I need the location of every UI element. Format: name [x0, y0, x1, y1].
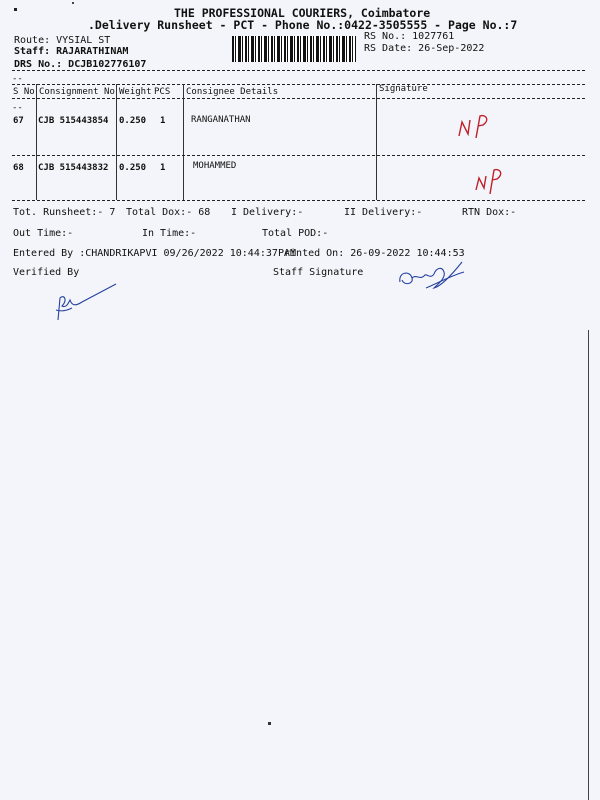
- column-line: [376, 84, 377, 200]
- staff-signature-label: Staff Signature: [273, 267, 364, 278]
- signature-np-icon: [474, 168, 506, 196]
- divider-mark: --: [12, 103, 23, 113]
- table-row-consignment: CJB 515443854: [38, 116, 109, 126]
- divider-mark: --: [12, 74, 23, 84]
- col-consignment: Consignment No: [39, 87, 115, 97]
- column-line: [183, 84, 184, 200]
- scan-dot: [14, 8, 17, 11]
- divider: [12, 200, 585, 201]
- col-signature: Signature: [379, 84, 428, 94]
- out-time: Out Time:-: [13, 228, 74, 239]
- verifier-signature-icon: [52, 280, 122, 325]
- ii-delivery: II Delivery:-: [344, 207, 423, 218]
- col-pcs: PCS: [154, 87, 171, 97]
- divider: [12, 98, 585, 99]
- divider: [12, 84, 585, 85]
- table-row-pcs: 1: [160, 163, 166, 173]
- col-weight: Weight: [119, 87, 152, 97]
- signature-np-icon: [456, 112, 496, 142]
- table-row-weight: 0.250: [119, 116, 147, 126]
- table-row-sno: 68: [13, 163, 24, 173]
- company-title: THE PROFESSIONAL COURIERS, Coimbatore: [174, 6, 431, 20]
- in-time: In Time:-: [142, 228, 197, 239]
- signature-text: NP: [458, 138, 460, 139]
- table-row-consignee: MOHAMMED: [193, 161, 237, 171]
- tot-runsheet: Tot. Runsheet:- 7: [13, 207, 116, 218]
- table-row-consignment: CJB 515443832: [38, 163, 109, 173]
- printed-on: Printed On: 26-09-2022 10:44:53: [278, 248, 465, 259]
- col-consignee: Consignee Details: [186, 87, 279, 97]
- divider: [12, 70, 585, 71]
- route-label: Route: VYSIAL ST: [14, 35, 111, 46]
- col-sno: S No: [13, 87, 35, 97]
- column-line: [116, 84, 117, 200]
- staff-signature-icon: [396, 252, 470, 294]
- i-delivery: I Delivery:-: [231, 207, 304, 218]
- total-dox: Total Dox:- 68: [126, 207, 211, 218]
- entered-by: Entered By :CHANDRIKAPVI 09/26/2022 10:44:37 AM: [13, 248, 296, 259]
- table-row-sno: 67: [13, 116, 24, 126]
- scan-dot: [72, 2, 74, 4]
- runsheet-subtitle: .Delivery Runsheet - PCT - Phone No.:0422-3505555 - Page No.:7: [88, 18, 518, 32]
- table-row-consignee: RANGANATHAN: [191, 115, 251, 125]
- total-pod: Total POD:-: [262, 228, 329, 239]
- scan-dot: [268, 722, 271, 725]
- table-row-pcs: 1: [160, 116, 166, 126]
- drs-number: DRS No.: DCJB102776107: [14, 59, 147, 70]
- rs-date: RS Date: 26-Sep-2022: [364, 43, 485, 54]
- scan-edge-line: [588, 330, 589, 800]
- barcode: [232, 36, 356, 62]
- signature-text: NP: [476, 192, 478, 193]
- verified-by: Verified By: [13, 267, 80, 278]
- rs-number: RS No.: 1027761: [364, 31, 455, 42]
- table-row-weight: 0.250: [119, 163, 147, 173]
- staff-label: Staff: RAJARATHINAM: [14, 46, 129, 57]
- column-line: [36, 84, 37, 200]
- divider: [12, 155, 585, 156]
- rtn-dox: RTN Dox:-: [462, 207, 517, 218]
